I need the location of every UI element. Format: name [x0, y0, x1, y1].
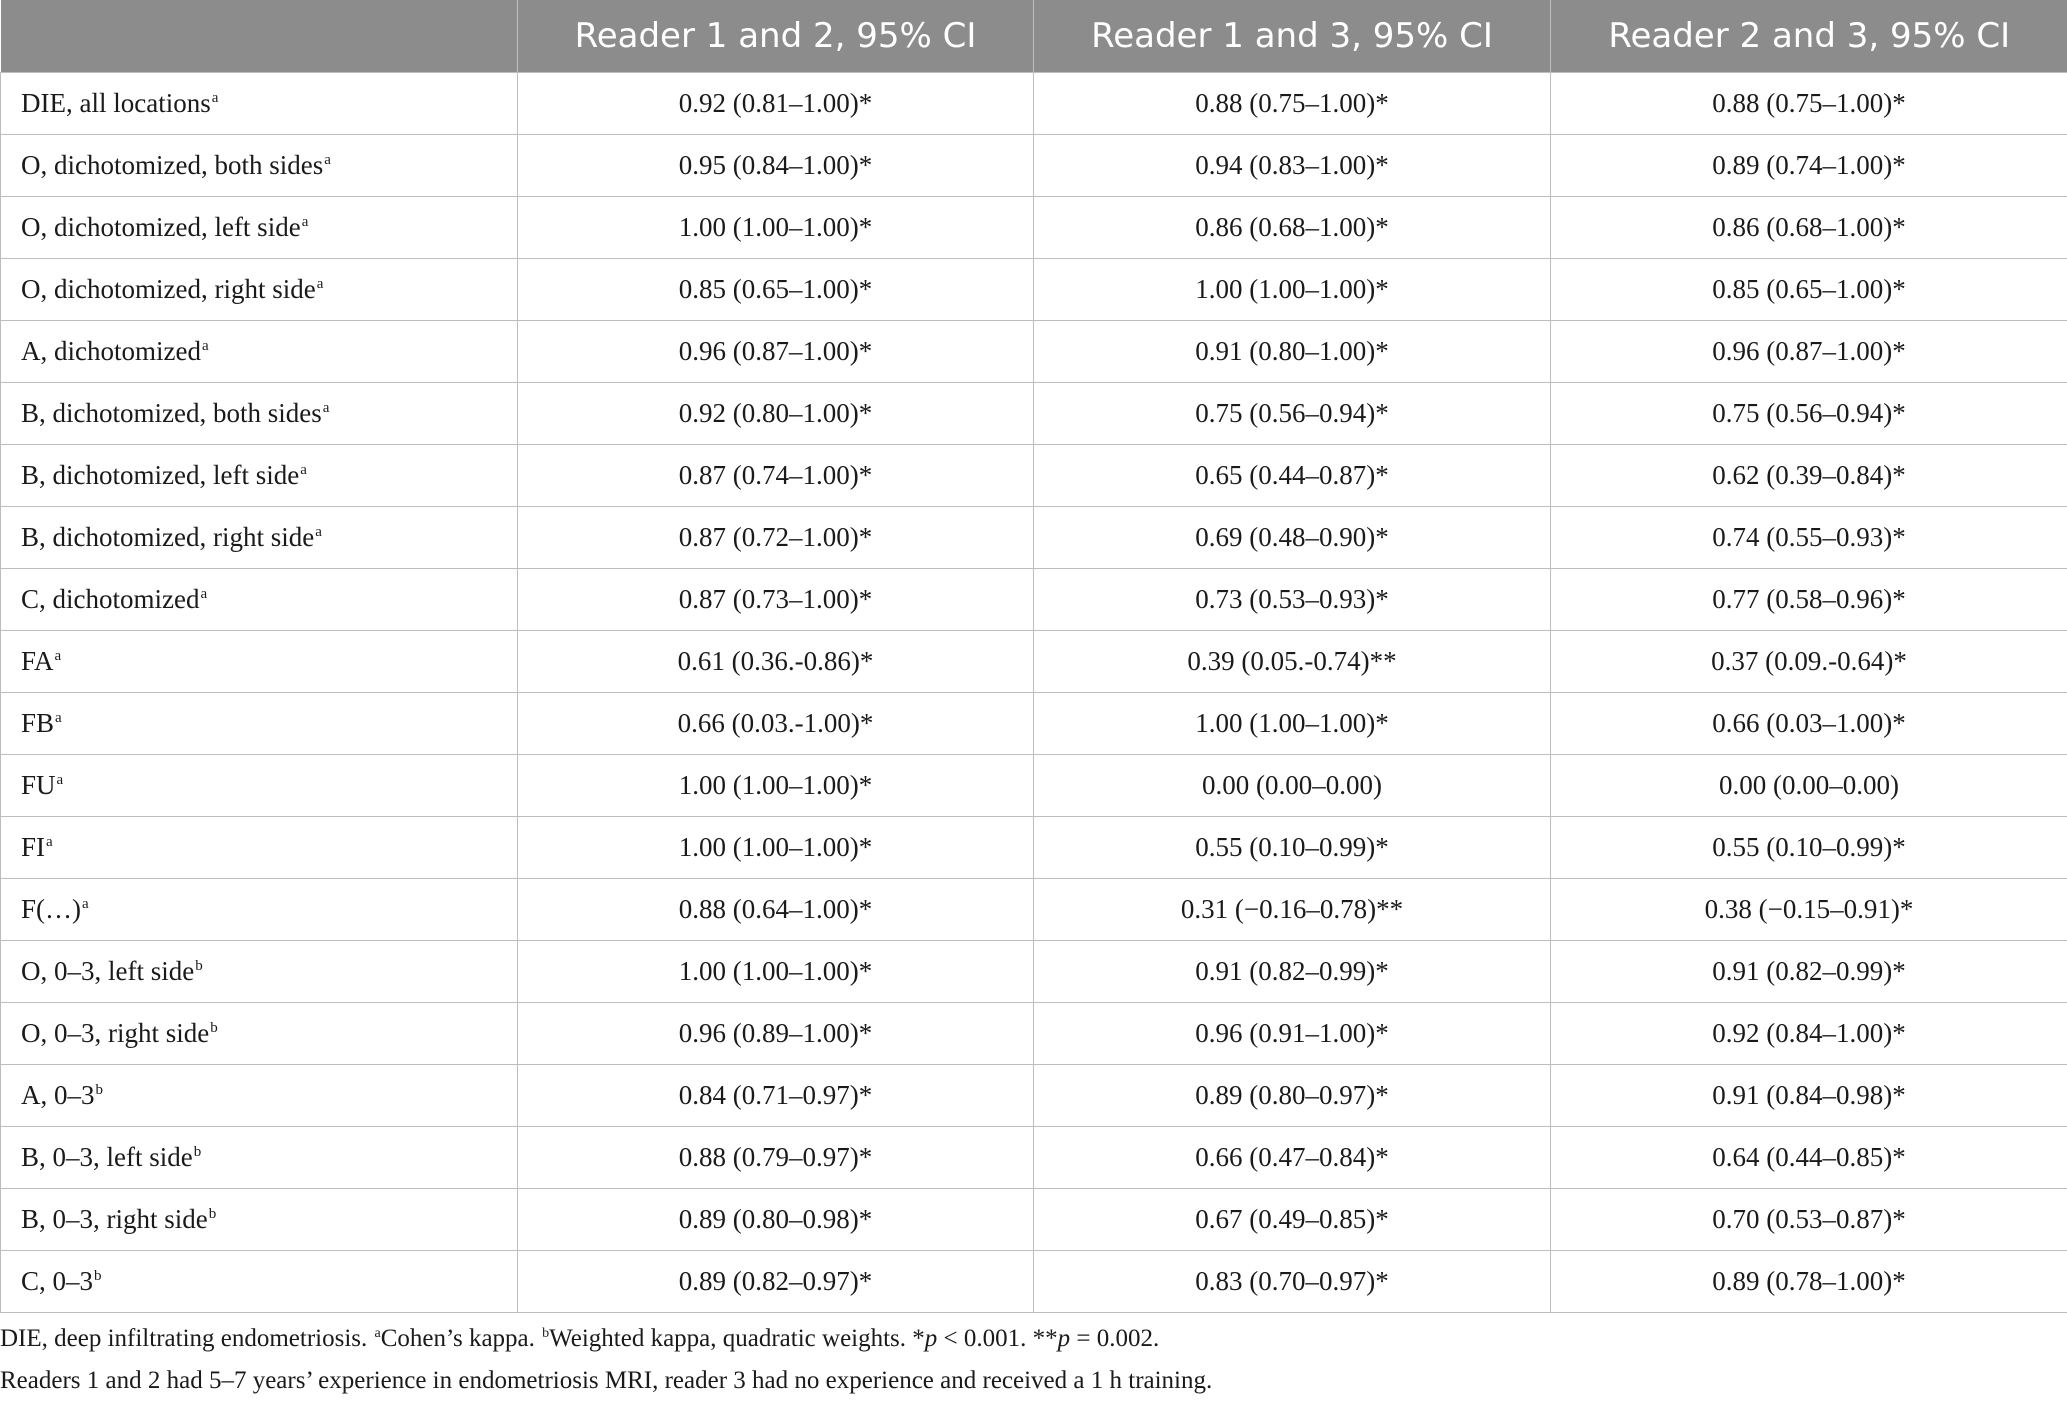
row-label: O, 0–3, left side	[21, 956, 195, 986]
row-label: FI	[21, 832, 46, 862]
footnote-p-symbol-2: p	[1057, 1325, 1071, 1352]
table-row	[1, 1065, 2067, 1127]
row-label-cell	[1, 631, 518, 693]
row-label-superscript: a	[201, 338, 209, 354]
table-row	[1, 693, 2067, 755]
table-row	[1, 755, 2067, 817]
row-label-cell	[1, 507, 518, 569]
reader-2-3-value: 0.91 (0.84–0.98)*	[1551, 1065, 2067, 1127]
reader-1-2-value: 0.89 (0.82–0.97)*	[518, 1251, 1034, 1313]
row-label: FA	[21, 646, 54, 676]
row-label-cell	[1, 259, 518, 321]
reader-1-3-value: 0.69 (0.48–0.90)*	[1034, 507, 1551, 569]
reader-1-3-value: 0.96 (0.91–1.00)*	[1034, 1003, 1551, 1065]
row-label-cell	[1, 197, 518, 259]
reader-1-2-value: 0.95 (0.84–1.00)*	[518, 135, 1034, 197]
reader-1-2-value: 0.96 (0.87–1.00)*	[518, 321, 1034, 383]
reader-1-2-value: 0.89 (0.80–0.98)*	[518, 1189, 1034, 1251]
table-body	[1, 73, 2067, 1313]
reader-1-3-value: 0.65 (0.44–0.87)*	[1034, 445, 1551, 507]
row-label-superscript: a	[315, 524, 322, 540]
row-label-cell	[1, 941, 518, 1003]
footnote-abbreviation: DIE, deep infiltrating endometriosis.	[0, 1325, 374, 1352]
footnote-p-value-2: = 0.002.	[1070, 1325, 1160, 1352]
table-row	[1, 941, 2067, 1003]
reader-2-3-value: 0.91 (0.82–0.99)*	[1551, 941, 2067, 1003]
reader-1-3-value: 0.66 (0.47–0.84)*	[1034, 1127, 1551, 1189]
footnote-sup-a: a	[374, 1325, 381, 1341]
row-label-superscript: a	[46, 834, 53, 850]
reader-1-3-value: 0.83 (0.70–0.97)*	[1034, 1251, 1551, 1313]
reader-1-2-value: 1.00 (1.00–1.00)*	[518, 197, 1034, 259]
reader-1-3-value: 1.00 (1.00–1.00)*	[1034, 259, 1551, 321]
reader-1-3-value: 0.67 (0.49–0.85)*	[1034, 1189, 1551, 1251]
row-label: DIE, all locations	[21, 88, 211, 118]
row-label-superscript: a	[322, 400, 330, 416]
row-label-superscript: b	[95, 1082, 103, 1098]
row-label: B, 0–3, right side	[21, 1204, 208, 1234]
reader-2-3-value: 0.64 (0.44–0.85)*	[1551, 1127, 2067, 1189]
reader-1-3-value: 0.55 (0.10–0.99)*	[1034, 817, 1551, 879]
row-label-cell	[1, 383, 518, 445]
row-label: F(…)	[21, 894, 81, 924]
row-label-superscript: a	[54, 648, 62, 664]
reader-2-3-value: 0.92 (0.84–1.00)*	[1551, 1003, 2067, 1065]
reader-2-3-value: 0.70 (0.53–0.87)*	[1551, 1189, 2067, 1251]
row-label-superscript: a	[324, 152, 331, 168]
reader-1-3-value: 0.00 (0.00–0.00)	[1034, 755, 1551, 817]
reader-2-3-value: 0.55 (0.10–0.99)*	[1551, 817, 2067, 879]
table-row	[1, 1127, 2067, 1189]
table-row	[1, 321, 2067, 383]
row-label-superscript: a	[300, 462, 307, 478]
reader-2-3-value: 0.86 (0.68–1.00)*	[1551, 197, 2067, 259]
row-label: O, dichotomized, left side	[21, 212, 301, 242]
row-label: B, dichotomized, both sides	[21, 398, 322, 428]
reader-1-3-value: 0.89 (0.80–0.97)*	[1034, 1065, 1551, 1127]
header-cell-label	[1, 0, 518, 73]
table-row	[1, 135, 2067, 197]
reader-1-2-value: 0.66 (0.03.-1.00)*	[518, 693, 1034, 755]
row-label-cell	[1, 135, 518, 197]
table-row	[1, 73, 2067, 135]
table-row	[1, 507, 2067, 569]
row-label-cell	[1, 445, 518, 507]
row-label-superscript: a	[211, 90, 219, 106]
row-label: FU	[21, 770, 56, 800]
row-label: O, dichotomized, right side	[21, 274, 316, 304]
reader-1-2-value: 0.92 (0.81–1.00)*	[518, 73, 1034, 135]
reader-1-2-value: 0.85 (0.65–1.00)*	[518, 259, 1034, 321]
row-label: A, dichotomized	[21, 336, 201, 366]
row-label: B, 0–3, left side	[21, 1142, 193, 1172]
reader-1-2-value: 0.96 (0.89–1.00)*	[518, 1003, 1034, 1065]
footnote-p-value-1: < 0.001. **	[937, 1325, 1058, 1352]
row-label-cell	[1, 569, 518, 631]
row-label-superscript: a	[301, 214, 309, 230]
reader-1-2-value: 0.61 (0.36.-0.86)*	[518, 631, 1034, 693]
reader-1-2-value: 0.87 (0.72–1.00)*	[518, 507, 1034, 569]
reader-2-3-value: 0.37 (0.09.-0.64)*	[1551, 631, 2067, 693]
table-header-row	[1, 0, 2067, 73]
reader-1-3-value: 0.75 (0.56–0.94)*	[1034, 383, 1551, 445]
reader-1-3-value: 0.91 (0.80–1.00)*	[1034, 321, 1551, 383]
row-label-superscript: b	[193, 1144, 202, 1160]
row-label: B, dichotomized, left side	[21, 460, 300, 490]
row-label-cell	[1, 1251, 518, 1313]
footnote-sup-b: b	[542, 1325, 550, 1341]
table-row	[1, 879, 2067, 941]
row-label: C, 0–3	[21, 1266, 94, 1296]
reader-2-3-value: 0.74 (0.55–0.93)*	[1551, 507, 2067, 569]
row-label: A, 0–3	[21, 1080, 95, 1110]
row-label: B, dichotomized, right side	[21, 522, 315, 552]
reader-1-2-value: 0.87 (0.73–1.00)*	[518, 569, 1034, 631]
table-footnotes	[0, 1318, 2067, 1402]
row-label-superscript: a	[82, 896, 89, 912]
header-cell-reader-1-2: Reader 1 and 2, 95% CI	[518, 0, 1034, 73]
reader-1-2-value: 0.84 (0.71–0.97)*	[518, 1065, 1034, 1127]
reader-1-3-value: 0.88 (0.75–1.00)*	[1034, 73, 1551, 135]
reader-2-3-value: 0.66 (0.03–1.00)*	[1551, 693, 2067, 755]
row-label-cell	[1, 693, 518, 755]
table-row	[1, 631, 2067, 693]
row-label-superscript: b	[195, 958, 203, 974]
row-label-cell	[1, 755, 518, 817]
reader-2-3-value: 0.62 (0.39–0.84)*	[1551, 445, 2067, 507]
reader-1-3-value: 0.39 (0.05.-0.74)**	[1034, 631, 1551, 693]
row-label-superscript: a	[316, 276, 324, 292]
table-row	[1, 197, 2067, 259]
row-label-cell	[1, 1189, 518, 1251]
footnote-p-symbol-1: p	[924, 1325, 938, 1352]
reader-1-2-value: 0.88 (0.64–1.00)*	[518, 879, 1034, 941]
footnote-line-2: Readers 1 and 2 had 5–7 years’ experience in endometriosis MRI, reader 3 had no experience and received a 1 h training.	[0, 1367, 1213, 1394]
row-label-cell	[1, 321, 518, 383]
row-label-cell	[1, 73, 518, 135]
row-label-cell	[1, 879, 518, 941]
reader-1-2-value: 0.88 (0.79–0.97)*	[518, 1127, 1034, 1189]
table-row	[1, 383, 2067, 445]
row-label-cell	[1, 1065, 518, 1127]
row-label-superscript: a	[56, 772, 64, 788]
table-row	[1, 1251, 2067, 1313]
row-label-cell	[1, 1127, 518, 1189]
reader-2-3-value: 0.88 (0.75–1.00)*	[1551, 73, 2067, 135]
row-label-superscript: a	[55, 710, 62, 726]
reader-2-3-value: 0.00 (0.00–0.00)	[1551, 755, 2067, 817]
table-row	[1, 817, 2067, 879]
reader-1-3-value: 0.73 (0.53–0.93)*	[1034, 569, 1551, 631]
table-row	[1, 1003, 2067, 1065]
reader-1-2-value: 0.87 (0.74–1.00)*	[518, 445, 1034, 507]
reader-1-3-value: 1.00 (1.00–1.00)*	[1034, 693, 1551, 755]
row-label: FB	[21, 708, 55, 738]
row-label-superscript: b	[208, 1206, 217, 1222]
header-cell-reader-2-3: Reader 2 and 3, 95% CI	[1551, 0, 2067, 73]
table-row	[1, 1189, 2067, 1251]
reader-2-3-value: 0.89 (0.74–1.00)*	[1551, 135, 2067, 197]
row-label-cell	[1, 817, 518, 879]
row-label: C, dichotomized	[21, 584, 200, 614]
table-row	[1, 259, 2067, 321]
reader-1-2-value: 1.00 (1.00–1.00)*	[518, 755, 1034, 817]
reader-1-2-value: 1.00 (1.00–1.00)*	[518, 817, 1034, 879]
row-label-superscript: b	[210, 1020, 218, 1036]
footnote-a-text: Cohen’s kappa.	[380, 1325, 542, 1352]
row-label: O, 0–3, right side	[21, 1018, 210, 1048]
row-label-superscript: b	[94, 1268, 102, 1284]
row-label-superscript: a	[200, 586, 208, 602]
reader-2-3-value: 0.85 (0.65–1.00)*	[1551, 259, 2067, 321]
reader-1-2-value: 0.92 (0.80–1.00)*	[518, 383, 1034, 445]
row-label: O, dichotomized, both sides	[21, 150, 324, 180]
reader-2-3-value: 0.75 (0.56–0.94)*	[1551, 383, 2067, 445]
reader-2-3-value: 0.77 (0.58–0.96)*	[1551, 569, 2067, 631]
reader-1-3-value: 0.31 (−0.16–0.78)**	[1034, 879, 1551, 941]
reader-1-2-value: 1.00 (1.00–1.00)*	[518, 941, 1034, 1003]
header-cell-reader-1-3: Reader 1 and 3, 95% CI	[1034, 0, 1551, 73]
reader-1-3-value: 0.86 (0.68–1.00)*	[1034, 197, 1551, 259]
reader-2-3-value: 0.96 (0.87–1.00)*	[1551, 321, 2067, 383]
reader-2-3-value: 0.89 (0.78–1.00)*	[1551, 1251, 2067, 1313]
reader-1-3-value: 0.94 (0.83–1.00)*	[1034, 135, 1551, 197]
footnote-b-text: Weighted kappa, quadratic weights. *	[549, 1325, 925, 1352]
reader-2-3-value: 0.38 (−0.15–0.91)*	[1551, 879, 2067, 941]
reader-1-3-value: 0.91 (0.82–0.99)*	[1034, 941, 1551, 1003]
footnote-line-1	[0, 1318, 2067, 1360]
table-row	[1, 445, 2067, 507]
row-label-cell	[1, 1003, 518, 1065]
table-row	[1, 569, 2067, 631]
